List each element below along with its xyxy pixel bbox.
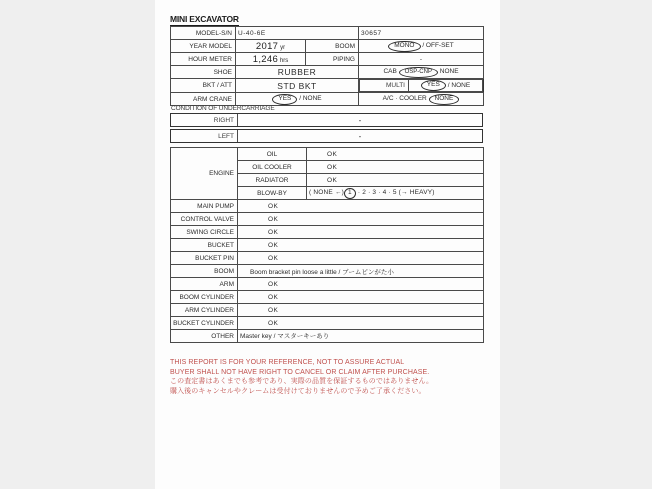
serial-value: 30657 [359, 27, 484, 40]
bucket-cylinder-row [171, 317, 484, 330]
oil-cooler-value: OK [307, 161, 484, 174]
boom-row [171, 265, 484, 278]
spec-row-armcrane-ac [171, 93, 484, 106]
boom-cylinder-value: OK [238, 291, 484, 304]
engine-oil-row [171, 148, 484, 161]
boom-value: MONO / OFF-SET [359, 40, 484, 53]
page-title: MINI EXCAVATOR [170, 14, 239, 24]
bucket-value: OK [238, 239, 484, 252]
arm-cylinder-row [171, 304, 484, 317]
bucket-pin-label: BUCKET PIN [171, 252, 238, 265]
spec-table [170, 26, 484, 106]
disclaimer-text [170, 358, 433, 396]
control-valve-value: OK [238, 213, 484, 226]
year-model-value: 2017 yr [236, 40, 306, 53]
boom-label: BOOM [306, 40, 359, 53]
arm-crane-value: YES / NONE [236, 93, 359, 106]
swing-circle-value: OK [238, 226, 484, 239]
left-value: - [358, 131, 362, 141]
right-label: RIGHT [171, 114, 238, 126]
oil-label: OIL [238, 148, 307, 161]
model-value: U-40-6E [236, 27, 359, 40]
spec-row-shoe-cab [171, 66, 484, 79]
arm-cylinder-value: OK [238, 304, 484, 317]
year-model-label: YEAR MODEL [171, 40, 236, 53]
other-row [171, 330, 484, 343]
blowby-label: BLOW-BY [238, 187, 307, 200]
arm-crane-circled-option: YES [272, 94, 297, 105]
spec-row-hour-piping [171, 53, 484, 66]
bkt-value: STD BKT [236, 79, 359, 93]
bucket-pin-row [171, 252, 484, 265]
multi-label: MULTI [360, 80, 409, 91]
inspection-table [170, 147, 484, 343]
ac-circled-option: NONE [429, 94, 460, 105]
disclaimer-line-4: 購入後のキャンセルやクレームは受付けておりませんので予めご了承ください。 [170, 387, 426, 395]
hour-meter-value: 1,246 hrs [236, 53, 306, 66]
swing-circle-row [171, 226, 484, 239]
bkt-att-label: BKT / ATT [171, 79, 236, 93]
ac-cooler-value: A/C · COOLER NONE [359, 93, 484, 106]
shoe-label: SHOE [171, 66, 236, 79]
boom-cylinder-label: BOOM CYLINDER [171, 291, 238, 304]
blowby-circled-value: 1 [344, 188, 356, 199]
undercarriage-row-left [170, 129, 483, 143]
shoe-value: RUBBER [236, 66, 359, 79]
multi-cell [359, 79, 483, 92]
left-label: LEFT [171, 130, 238, 142]
piping-label: PIPING [306, 53, 359, 66]
spec-row-model [171, 27, 484, 40]
multi-circled-option: YES [421, 80, 446, 91]
bucket-row [171, 239, 484, 252]
cab-circled-option: OSP-CNP [399, 67, 438, 78]
right-value: - [358, 115, 362, 125]
spec-row-bkt-multi [171, 79, 484, 93]
arm-cylinder-label: ARM CYLINDER [171, 304, 238, 317]
spec-row-year-boom [171, 40, 484, 53]
arm-value: OK [238, 278, 484, 291]
bucket-label: BUCKET [171, 239, 238, 252]
control-valve-label: CONTROL VALVE [171, 213, 238, 226]
oil-value: OK [307, 148, 484, 161]
undercarriage-section-title: CONDITION OF UNDERCARRIAGE [171, 105, 275, 112]
other-value: Master key / マスターキーあり [238, 330, 484, 343]
piping-value: - [359, 53, 484, 66]
bucket-cylinder-label: BUCKET CYLINDER [171, 317, 238, 330]
disclaimer-line-1: THIS REPORT IS FOR YOUR REFERENCE, NOT TO ASSURE ACTUAL [170, 359, 405, 366]
radiator-value: OK [307, 174, 484, 187]
main-pump-row [171, 200, 484, 213]
arm-crane-label: ARM CRANE [171, 93, 236, 106]
hour-meter-label: HOUR METER [171, 53, 236, 66]
multi-value: YES / NONE [409, 80, 482, 91]
boom-row-label: BOOM [171, 265, 238, 278]
radiator-label: RADIATOR [238, 174, 307, 187]
oil-cooler-label: OIL COOLER [238, 161, 307, 174]
arm-row [171, 278, 484, 291]
swing-circle-label: SWING CIRCLE [171, 226, 238, 239]
boom-cylinder-row [171, 291, 484, 304]
boom-note-value: Boom bracket pin loose a little / ブームピンがた小 [238, 265, 484, 278]
main-pump-label: MAIN PUMP [171, 200, 238, 213]
bucket-cylinder-value: OK [238, 317, 484, 330]
boom-circled-option: MONO [388, 41, 420, 52]
cab-value: CAB OSP-CNP NONE [359, 66, 484, 79]
bucket-pin-value: OK [238, 252, 484, 265]
disclaimer-line-2: BUYER SHALL NOT HAVE RIGHT TO CANCEL OR CLAIM AFTER PURCHASE. [170, 368, 430, 376]
control-valve-row [171, 213, 484, 226]
main-pump-value: OK [238, 200, 484, 213]
other-label: OTHER [171, 330, 238, 343]
undercarriage-row-right [170, 113, 483, 127]
disclaimer-line-3: この査定書はあくまでも参考であり、実際の品質を保証するものではありません。 [170, 378, 434, 386]
arm-label: ARM [171, 278, 238, 291]
model-sn-label: MODEL-S/N [171, 27, 236, 40]
blowby-scale: ( NONE ←) 1 · 2 · 3 · 4 · 5 (→ HEAVY) [307, 187, 484, 200]
engine-label: ENGINE [171, 148, 238, 200]
